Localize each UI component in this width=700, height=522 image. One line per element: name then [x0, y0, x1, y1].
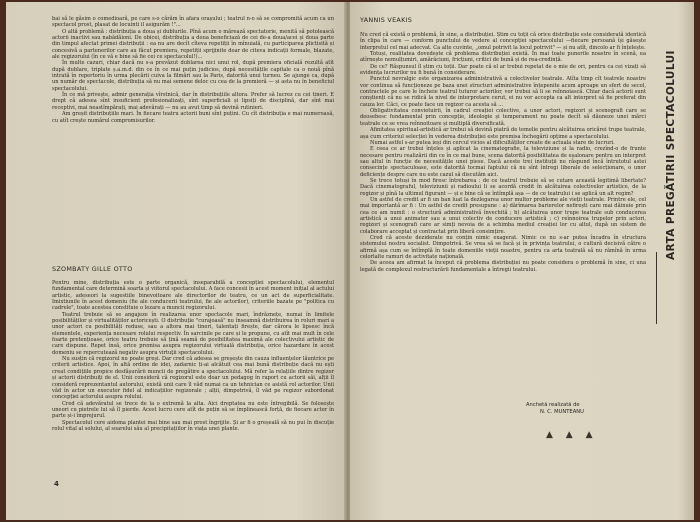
article-paragraph: Numai astfel s-ar putea ieși din cercul vicios al dificultăților create de actuala stare de lucruri.	[370, 139, 615, 146]
article-paragraph: Pentru mine, distribuția este o parte organică, inseparabilă a concepției spectacolului, elementul fundamental care determină soarta și viitorul spectacolului. A face concesii în acest moment inițial al actului artistic, adeseori la sugestiile binevoitoare ale directorilor de teatru, ce un act de superficialitate. Imixtiunile în acest domeniu (fie ale conducerii teatrului, fie ale actorilor), criteriile bazate pe "politica cu cadrele", toate acestea constituie o lezare a muncii regizorului.	[52, 280, 334, 312]
signature-block	[526, 402, 636, 416]
article-paragraph: În ce mă privește, admir generația vîrstnică, dar în distribuțiile altora. Prefer să lucrez cu cei tineri. E drept că adesea sînt insuficient profesionalizați, sînt superficiali și lipsiți de disciplină, dar sînt mai receptivi, mai neastîmpărați, mai adevărați — nu au avut timp să devină rutinieri.	[52, 92, 334, 111]
article-paragraph: Nu susțin că regizorul nu poate greși. Dar cred că adesea se greșește din cauza influențelor lăuntrice pe criterii artistice. Apoi, în altă ordine de idei, zadarnic ți-ai alcătuit cea mai bună distribuție dacă nu ești creat condițiile propice desfășurării muncii de pregătire a spectacolului. Mă refer la relațiile dintre regizor și actorii distribuiți de el. Unii consideră că regizorul este doar un pedagog în raport cu actorii săi, alții îl consideră reprezentantul autorului, există unii care îl văd numai ca un tehnician ce asistă rol actorilor. Unii văd în actor un executor fidel al indicațiilor regizorale ; alții, dimpotrivă, îl văd pe regizor subordonat concepției actorului asupra rolului.	[52, 356, 334, 401]
article-paragraph: Un astfel de credit ar fi un ban luat la dezlegarea unor multor probleme ale vieții teatrale. Printre ele, cel mai importantă ar fi : Un astfel de credit presupune : a) dărîmarea barierelor nefirești care mai dăinuie prin cea ce am numit : o structură administrativă învechită ; b) alcătuirea unor trupe teatrale sub conducerea artistică a unui animator sau a unui colectiv de conducere artistică ; c) reînnoirea trupelor prin actori, regizori și scenografi care ar simți nevoia de a schimba mediul creației lor cu altul, după un sistem de colaborare acceptat și contractat prin liberă consimțire.	[360, 196, 646, 235]
article-paragraph: Se trece totuși în mod firesc întrebarea : de ce teatrul trebuie să se cutare această legitimă libertate? Dacă cinematograful, televiziunii și radioului li se acordă credit în alcătuirea colectivelor artistice, de la regizor și pînă la ultimul figurant — și e bine că se întîmplă așa — de ce teatrului i se aplică un alt regim?	[360, 177, 646, 197]
article-paragraph: Cred că aceste deziderate nu conțin nimic exagerat. Nimic ce nu s-ar putea încadra în structura sistemului nostru socialist. Dimpotrivă. Se vrea să se facă și în privința teatrului, o cultură decisivă către o afirmă așa cum se întîmplă în toate domeniile vieții noastre, pentru ca arta teatrală să nu rămînă în urma celorlalte ramuri de activitate națională.	[360, 235, 646, 261]
article-paragraph: Obligativitatea convietuirii, în cadrul creației colective, a unor actori, regizori și scenografi care se deosebesc fundamental prin concepție, ideologie și temperament nu poate decît să dăuneze unei mărci teatrale ce se vrea reînnoitoare și multiplă diversificată.	[360, 108, 646, 127]
signature-author: N. C. MUNTEANU	[540, 409, 584, 415]
page-number: 4	[54, 480, 59, 488]
article-paragraph: bai să le găsim o comedioară, pe care s-o cărăm în afara orașului ; teatrul n-o să se compromită acum ca un spectacol prost, plasat de locuinti il asigurăm !"...	[52, 16, 334, 29]
left-byline: SZOMBATY GILLE OTTO	[52, 265, 133, 273]
left-top-article	[52, 16, 334, 266]
article-paragraph: De ce? Răspunsul îl știm cu toții. Dar poate că el ar trebui repetat de o mie de ori, pentru ca cei vizați să evidența lucrurilor nu fi bună în considerare.	[360, 63, 646, 77]
page-edge-shadow	[678, 2, 694, 520]
article-paragraph: Nu cred că există o problemă, în sine, a distribuției. Știm cu toții că orice distribuție este considerată identică în clipa în care — conform punctului de vedere al concepției spectacolului —fiecare persoană își găsește interpretul cel mai adecvat. Ca alte cuvinte, „omul potrivit la locul potrivit" — și nu atît, dincolo ar fi înțelește.	[360, 32, 646, 51]
sidebar-rule	[656, 252, 657, 324]
article-paragraph: Am greșit distribuțiile mari. În fiecare teatru actorii buni sînt puțini. Cu cît distribuția e mai numeroasă, cu atît crește numărul compromisurilor.	[52, 111, 334, 124]
left-page	[6, 2, 346, 520]
section-title-text: ARTA PREGĂTIRII SPECTACOLULUI	[665, 50, 677, 260]
article-paragraph: Totuși, realitatea dovedește că problema distribuției există. În mai toate punerile noastre în scenă, ea atîrnește nemulțumiri, amărăciuni, fricțiuni, critici de bună și de rea-credință.	[360, 51, 646, 64]
right-page	[350, 2, 694, 520]
right-byline: YANNIS VEAKIS	[360, 16, 413, 24]
article-paragraph: E ceea ce ar trebui înțeles și aplicat la cinematografie, la televiziune și la radio, crezînd-o de frunte necesare pentru realizării din ce în ce mai bune, scena datorită posibilitatea de eșalonare pentru un interpret sau altul în funcție de necesitățile unei piese. Dacă aceste trei instituții nu răspund încă întrutotul astei consecințe spectaculoase, este datorită tocmai faptului că nu sînt întregi liberale de selecționare, o unor deficiențe despre care nu este cazul să discutăm aici.	[360, 146, 646, 178]
article-paragraph: Spectacolul cere aidoma plantei mai bine sau mai prost îngrijite. Și ar fi o greșeală să nu pui în discuție rolul vital al solului, al soarelui său al precipitațiilor în viața unei plante.	[52, 419, 334, 432]
article-paragraph: Punctul nevralgic este organizarea administrativă a colectivelor teatrale. Atîta timp cît teatrele noastre vor continua să funcționeze pe baza unei structuri administrative înțepenite acum aproape un sfert de secol, contractele pe care le încheie teatrul tuturor actorilor, vor trebui să li se reînnoiască. Chiar dacă actorii sunt conștienți că nu se ridică la nivel de interpretare cerut, ei nu vor accepta ca alt interpret să fie preferat din cauza lor. Căci, ce poate face un regizor ca acesta să ...	[360, 76, 646, 108]
article-paragraph: În multe cazuri, chiar dacă nu s-a prevăzut dublarea nici unui rol, după premiera oficială rezultă atît după dublare, triplate ș.a.m.d. din ce în ce mai puțin judicios, după necesitățile capitale ca o nouă pînă intrată în repertoriu în urma plecării cuiva la filmări sau la Paris, datorită unui turneu. Se ajunge ca, după un număr de spectacole, distribuția să nu mai semene deloc cu cea de la premieră — și asta nu în beneficiul spectacolului.	[52, 60, 334, 92]
signature-caption: Anchetă realizată de	[526, 402, 580, 408]
article-paragraph: O altă problemă : distribuția a doua și dublurile. Pînă acum o mărează spectatorie, menită să potolească actorii inactivi sau nabădăioni. De obicei, distribuția a doua beneficiază de cei de-a doua/acei și doua parte din timpul afectat primei distribuții : ea nu are decît cîteva repetiții în mînuială, cu participarea plictisită și concesivă a partenerilor care au făcut premiera, repetiții sprijinite doar de citeva indicații formale, blazate, ale regizorului (în ce vă e bine să fie cei ce spectacolul!)...	[52, 28, 334, 61]
article-paragraph: Afinitatea spiritual-artistică ar trebui să devină piatră de temelie pentru alcătuirea oricărei trupe teatrale, așa cum criteriul selecției în vederea distribuției este premisa închegării opțime a spectacolului.	[360, 127, 646, 140]
ornament-triangles: ▲ ▲ ▲	[546, 430, 598, 440]
magazine-spread	[6, 2, 694, 520]
article-paragraph: Teatrul trebuie să se angajeze în realizarea unor spectacole mari, îndrăznețe, numai în limitele posibilităților și virtualităților actoricești. O distribuție "curajoasă" nu înseamnă distribuirea în roluri mari a unor actori cu posibilități reduse, sau a altora mai tineri, talentați firește, dar cărora le lipsesc încă elementele, experiența necesare rolului respectiv. În sarcinile pe care și le propune, cu atît mai mult în cele foarte pretențioase, orice teatru trebuie să țină seamă de posibilitatea maximă ale colectivului artistic de care dispune. Repet însă, orice premisa asupra regizorului virtuală distribuția, orice hazardare în acest domeniu se repercutează negativ asupra virtuţii spectacolului.	[52, 311, 334, 356]
left-bottom-article	[52, 280, 334, 476]
article-paragraph: De aceea am afirmat la început că problema distribuției nu poate considera o problemă în sine, ci una legată de complexul restructurării fundamentale a întregii teatrului.	[360, 260, 646, 273]
right-article	[360, 32, 646, 404]
article-paragraph: Cred că adevăratul se trece de la o extremă la alta. Aici dreptatea nu este întregibilă. Se folosește uneori cu pietrele lui să îl pierde. Acest lucru cere atît de puțin să se împlinească forță, de fiecare actor în parte și-i împrejurul.	[52, 400, 334, 420]
